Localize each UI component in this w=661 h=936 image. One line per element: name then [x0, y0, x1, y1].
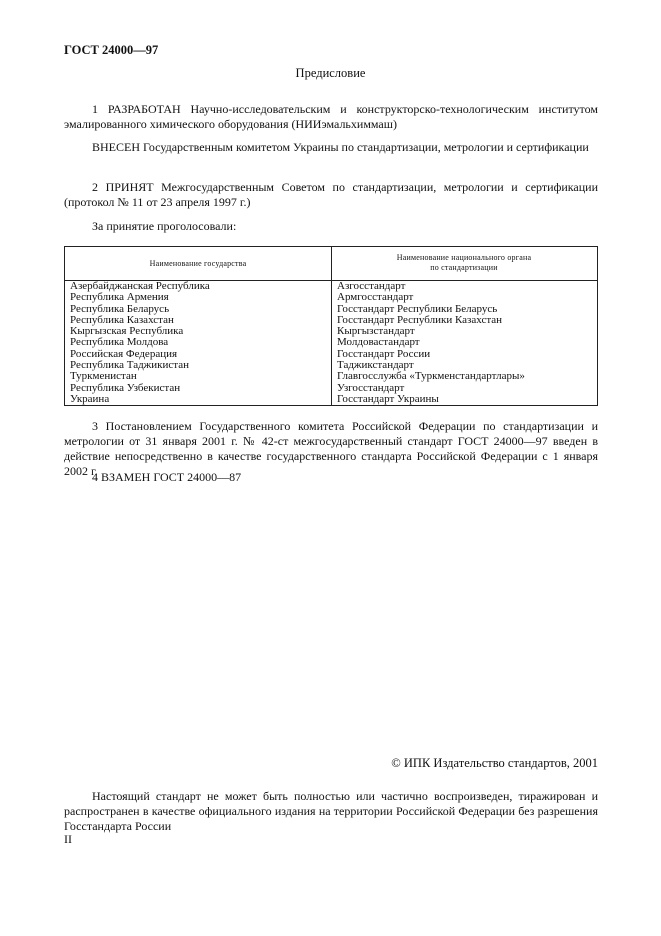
reproduction-notice: Настоящий стандарт не может быть полностью или частично воспроизведен, тиражирован и распространен в качестве официального издания на территории Российской Федерации без разрешения Госстандарта России: [64, 789, 598, 833]
table-cell-body: Кыргызстандарт: [337, 325, 415, 338]
table-cell-state: Республика Узбекистан: [70, 381, 181, 394]
foreword-title: Предисловие: [295, 66, 366, 80]
table-cell-state: Кыргызская Республика: [70, 325, 184, 338]
paragraph-adopted: 2 ПРИНЯТ Межгосударственным Советом по стандартизации, метрологии и сертификации (протокол № 11 от 23 апреля 1997 г.): [64, 180, 598, 209]
table-cell-body: Молдовастандарт: [337, 336, 420, 349]
table-header-body-line1: Наименование национального органа: [396, 253, 532, 262]
voting-table: [64, 246, 598, 406]
table-cell-body: Госстандарт Республики Беларусь: [337, 302, 498, 315]
document-code: ГОСТ 24000—97: [64, 43, 159, 57]
paragraph-replaces: 4 ВЗАМЕН ГОСТ 24000—87: [92, 470, 242, 484]
table-cell-body: Азгосстандарт: [337, 280, 406, 292]
table-cell-state: Туркменистан: [70, 370, 137, 383]
table-header-body: [331, 253, 597, 273]
table-cell-body: Госстандарт Республики Казахстан: [337, 313, 503, 326]
table-cell-body: Таджикстандарт: [337, 359, 414, 372]
table-cell-state: Российская Федерация: [70, 347, 178, 360]
table-column-states: [70, 281, 210, 405]
paragraph-enacted: 3 Постановлением Государственного комитета Российской Федерации по стандартизации и метрологии от 31 января 2001 г. № 42-ст межгосударственный стандарт ГОСТ 24000—97 введен в действие непосредственно в качестве государственного стандарта Российской Федерации с 1 января 2002 г.: [64, 419, 598, 478]
table-cell-state: Республика Молдова: [70, 336, 169, 349]
table-cell-state: Республика Армения: [70, 291, 169, 304]
paragraph-developed: 1 РАЗРАБОТАН Научно-исследовательским и конструкторско-технологическим институтом эмалированного химического оборудования (НИИэмальхиммаш): [64, 102, 598, 131]
table-header-state: Наименование государства: [149, 259, 247, 268]
table-cell-body: Армгосстандарт: [337, 291, 414, 304]
table-column-bodies: [337, 281, 525, 405]
table-cell-body: Главгосслужба «Туркменстандартлары»: [337, 370, 525, 383]
table-cell-state: Республика Беларусь: [70, 302, 170, 315]
table-cell-body: Госстандарт России: [337, 347, 431, 360]
table-cell-body: Узгосстандарт: [337, 381, 405, 394]
paragraph-introduced: ВНЕСЕН Государственным комитетом Украины по стандартизации, метрологии и сертификации: [92, 140, 589, 154]
table-cell-state: Азербайджанская Республика: [70, 280, 210, 292]
table-cell-state: Украина: [70, 392, 110, 405]
paragraph-voted: За принятие проголосовали:: [92, 219, 237, 233]
table-cell-state: Республика Казахстан: [70, 313, 174, 326]
copyright: © ИПК Издательство стандартов, 2001: [391, 756, 598, 770]
table-cell-body: Госстандарт Украины: [337, 392, 439, 405]
page-number: II: [64, 832, 72, 846]
table-header-body-line2: по стандартизации: [430, 263, 498, 272]
table-cell-state: Республика Таджикистан: [70, 359, 189, 372]
